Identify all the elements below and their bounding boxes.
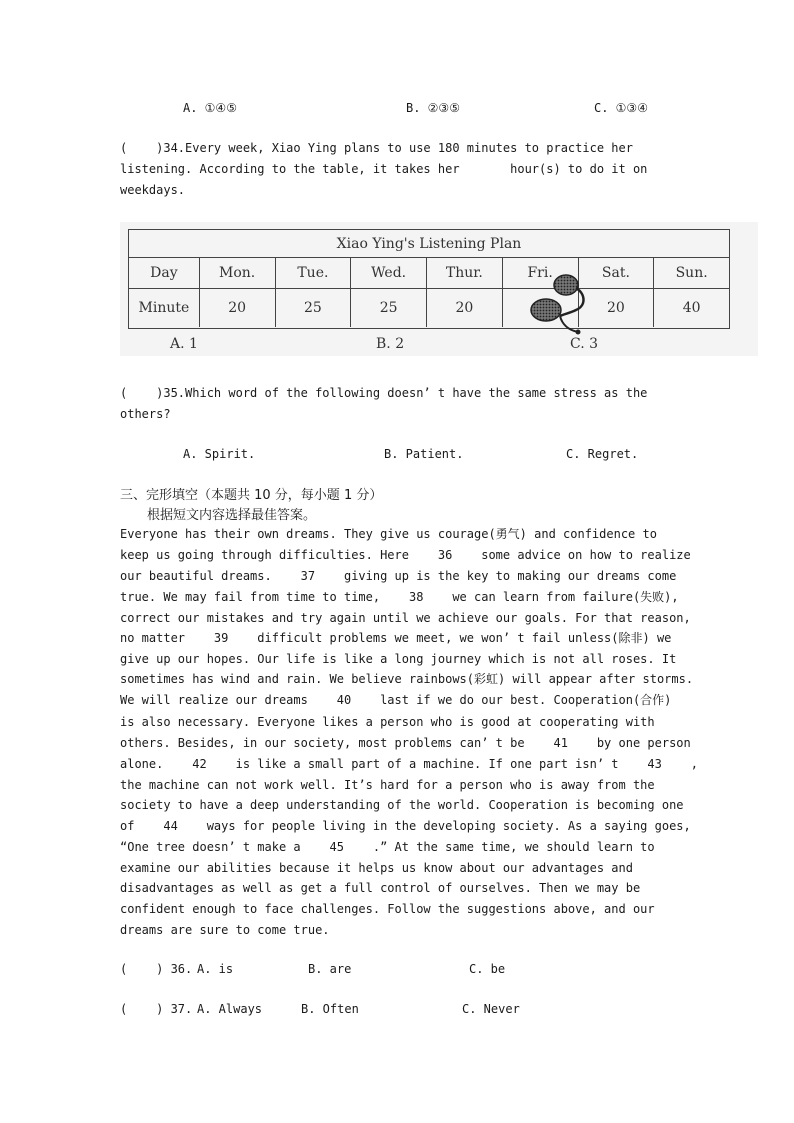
q34-option-c: C. 3: [570, 336, 599, 352]
q35-option-c: C. Regret.: [566, 447, 639, 461]
passage-line: Everyone has their own dreams. They give us courage(勇气) and confidence to: [120, 527, 657, 541]
q35-option-a: A. Spirit.: [183, 447, 256, 461]
q36-option-c: C. be: [469, 962, 506, 976]
earphone-icon: [524, 270, 594, 340]
passage-line: disadvantages as well as get a full control of ourselves. Then we may be: [120, 881, 641, 895]
q33-option-c: C. ①③④: [594, 101, 648, 115]
table-cell-sun: Sun.: [675, 265, 708, 281]
passage-line: correct our mistakes and try again until we achieve our goals. For that reason,: [120, 611, 691, 625]
q34-option-b: B. 2: [376, 336, 405, 352]
table-cell-sat-value: 20: [579, 289, 655, 327]
table-cell-sat: Sat.: [579, 258, 655, 288]
passage-line: We will realize our dreams 40 last if we do our best. Cooperation(合作): [120, 693, 672, 707]
table-cell-thur-value: 20: [427, 289, 503, 327]
section-3-instruction: 根据短文内容选择最佳答案。: [147, 508, 317, 523]
passage-line: no matter 39 difficult problems we meet, we won’ t fail unless(除非) we: [120, 631, 672, 645]
passage-line: the machine can not work well. It’s hard for a person who is away from the: [120, 778, 655, 792]
table-cell-day-header: Day: [129, 258, 200, 288]
passage-line: sometimes has wind and rain. We believe rainbows(彩虹) will appear after storms.: [120, 672, 694, 686]
table-cell-wed-value: 25: [351, 289, 427, 327]
q37-option-b: B. Often: [301, 1002, 359, 1016]
listening-plan-table: [128, 229, 730, 329]
passage-line: others. Besides, in our society, most problems can’ t be 41 by one person: [120, 736, 691, 750]
table-cell-wed: Wed.: [351, 258, 427, 288]
table-row-minutes: [129, 289, 729, 327]
listening-plan-figure: [120, 222, 758, 356]
table-cell-tue: Tue.: [276, 258, 352, 288]
table-cell-sun-value: 40: [682, 300, 701, 316]
table-cell-fri: Fri.: [503, 258, 579, 288]
q36-option-a: A. is: [197, 962, 234, 976]
q37-option-a: A. Always: [197, 1002, 263, 1016]
passage-line: society to have a deep understanding of the world. Cooperation is becoming one: [120, 798, 684, 812]
q33-option-a: A. ①④⑤: [183, 101, 237, 115]
q34-line-2: listening. According to the table, it takes her hour(s) to do it on: [120, 162, 648, 176]
q33-option-b: B. ②③⑤: [406, 101, 460, 115]
q34-line-3: weekdays.: [120, 183, 186, 197]
q37-number: ( ) 37.: [120, 1002, 193, 1016]
q35-line-1: ( )35.Which word of the following doesn’ t have the same stress as the: [120, 386, 648, 400]
q37-option-c: C. Never: [462, 1002, 520, 1016]
table-title: Xiao Ying's Listening Plan: [129, 230, 729, 258]
passage-line: give up our hopes. Our life is like a long journey which is not all roses. It: [120, 652, 677, 666]
q34-line-1: ( )34.Every week, Xiao Ying plans to use 180 minutes to practice her: [120, 141, 633, 155]
passage-line: is also necessary. Everyone likes a person who is good at cooperating with: [120, 715, 655, 729]
passage-line: examine our abilities because it helps us know about our advantages and: [120, 861, 633, 875]
q35-option-b: B. Patient.: [384, 447, 464, 461]
section-3-heading: 三、完形填空（本题共 10 分，每小题 1 分）: [120, 488, 383, 503]
q36-number: ( ) 36.: [120, 962, 193, 976]
q35-line-2: others?: [120, 407, 171, 421]
table-cell-thur: Thur.: [427, 258, 503, 288]
table-cell-mon-value: 20: [200, 289, 276, 327]
q36-option-b: B. are: [308, 962, 352, 976]
table-cell-tue-value: 25: [276, 289, 352, 327]
passage-line: alone. 42 is like a small part of a machine. If one part isn’ t 43 ,: [120, 757, 698, 771]
passage-line: “One tree doesn’ t make a 45 .” At the same time, we should learn to: [120, 840, 655, 854]
table-row-days: [129, 258, 729, 289]
passage-line: dreams are sure to come true.: [120, 923, 330, 937]
passage-line: confident enough to face challenges. Follow the suggestions above, and our: [120, 902, 655, 916]
table-cell-mon: Mon.: [200, 258, 276, 288]
passage-line: keep us going through difficulties. Here 36 some advice on how to realize: [120, 548, 691, 562]
q34-option-a: A. 1: [170, 336, 198, 352]
passage-line: true. We may fail from time to time, 38 we can learn from failure(失败),: [120, 590, 679, 604]
passage-line: of 44 ways for people living in the developing society. As a saying goes,: [120, 819, 691, 833]
table-cell-minute-header: Minute: [129, 289, 200, 327]
passage-line: our beautiful dreams. 37 giving up is the key to making our dreams come: [120, 569, 677, 583]
